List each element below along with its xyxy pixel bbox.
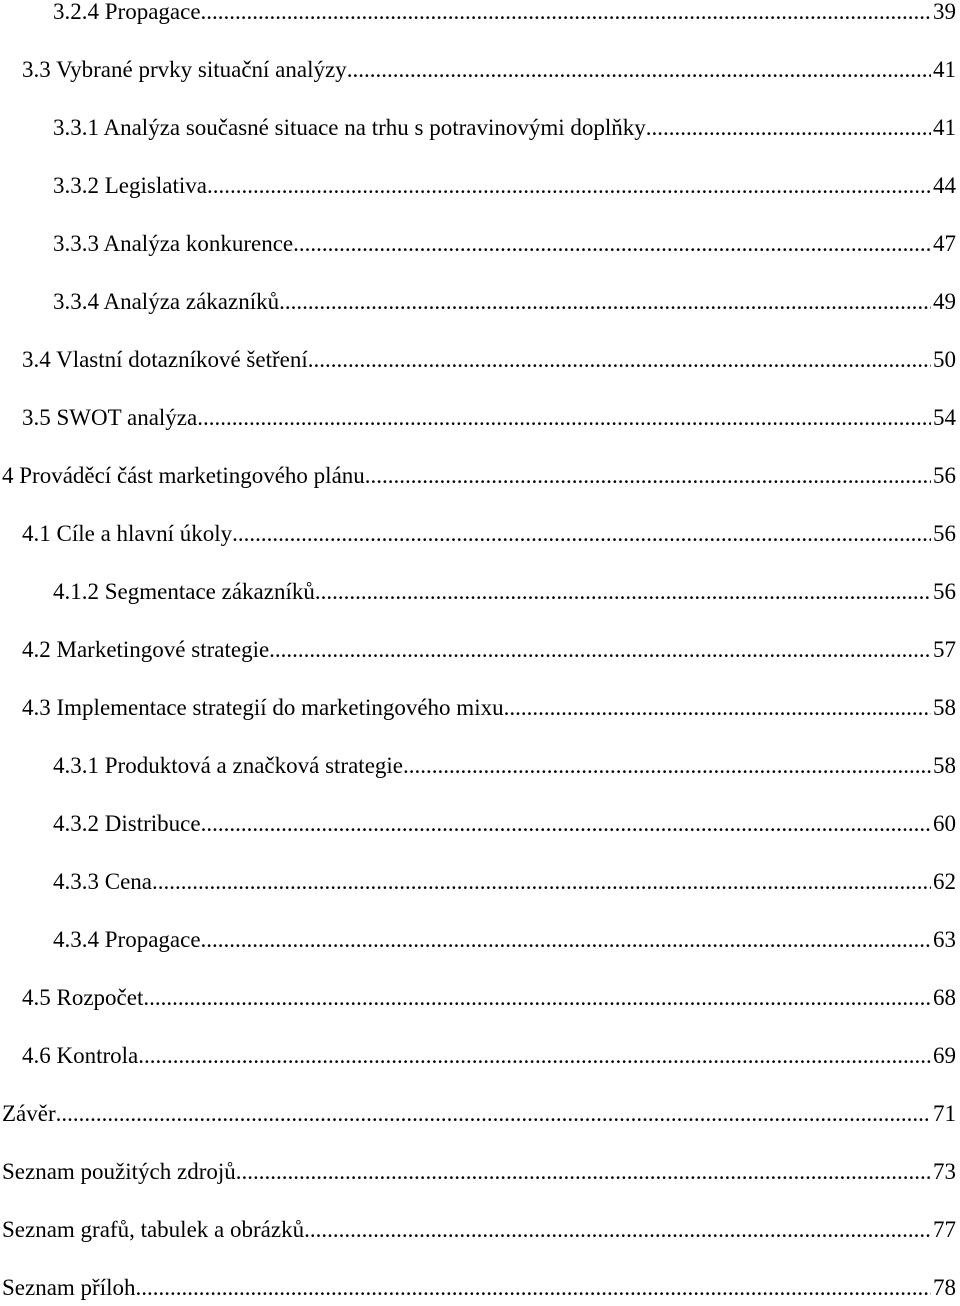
- toc-dot-leader: [293, 229, 931, 259]
- toc-entry-page: 77: [933, 1217, 956, 1242]
- toc-dot-leader: [207, 171, 931, 201]
- toc-entry[interactable]: [22, 983, 956, 1013]
- toc-entry-title: 4.1.2 Segmentace zákazníků: [53, 579, 315, 604]
- toc-entry[interactable]: [53, 751, 956, 781]
- toc-entry-page: 73: [933, 1159, 956, 1184]
- toc-entry-page: 56: [933, 463, 956, 488]
- toc-dot-leader: [201, 0, 931, 27]
- toc-entry-page: 57: [933, 637, 956, 662]
- toc-entry-page: 60: [933, 811, 956, 836]
- toc-entry[interactable]: [2, 1099, 956, 1129]
- toc-entry-page: 58: [933, 753, 956, 778]
- toc-dot-leader: [138, 1041, 931, 1071]
- toc-dot-leader: [201, 925, 931, 955]
- toc-dot-leader: [232, 519, 931, 549]
- toc-dot-leader: [269, 635, 931, 665]
- toc-entry[interactable]: [53, 925, 956, 955]
- toc-dot-leader: [308, 345, 931, 375]
- toc-entry-title: 3.3.1 Analýza současné situace na trhu s potravinovými doplňky: [53, 115, 646, 140]
- toc-entry-page: 62: [933, 869, 956, 894]
- toc-dot-leader: [403, 751, 931, 781]
- toc-dot-leader: [56, 1099, 931, 1129]
- toc-entry[interactable]: [2, 1273, 956, 1303]
- toc-entry-page: 56: [933, 521, 956, 546]
- toc-entry-title: 3.3 Vybrané prvky situační analýzy: [22, 57, 347, 82]
- toc-entry-title: Seznam příloh: [2, 1275, 136, 1300]
- toc-entry-title: 4.3 Implementace strategií do marketingového mixu: [22, 695, 504, 720]
- toc-entry-title: 3.4 Vlastní dotazníkové šetření: [22, 347, 308, 372]
- toc-dot-leader: [152, 867, 931, 897]
- toc-entry-page: 63: [933, 927, 956, 952]
- toc-entry-page: 56: [933, 579, 956, 604]
- toc-entry[interactable]: [53, 867, 956, 897]
- toc-dot-leader: [143, 983, 931, 1013]
- toc-entry-page: 54: [933, 405, 956, 430]
- toc-entry-title: 4.3.4 Propagace: [53, 927, 201, 952]
- toc-dot-leader: [136, 1273, 932, 1303]
- toc-entry[interactable]: [2, 1215, 956, 1245]
- toc-entry-page: 44: [933, 173, 956, 198]
- toc-entry-title: 3.3.2 Legislativa: [53, 173, 207, 198]
- toc-entry-title: Seznam použitých zdrojů: [2, 1159, 236, 1184]
- toc-entry-title: 4.3.1 Produktová a značková strategie: [53, 753, 403, 778]
- toc-entry-page: 47: [933, 231, 956, 256]
- toc-entry-page: 78: [933, 1275, 956, 1300]
- toc-entry[interactable]: [53, 229, 956, 259]
- toc-entry[interactable]: [53, 287, 956, 317]
- toc-entry-title: 3.3.3 Analýza konkurence: [53, 231, 294, 256]
- toc-entry[interactable]: [53, 113, 956, 143]
- toc-entry-title: 4 Prováděcí část marketingového plánu: [2, 463, 365, 488]
- toc-entry-title: 3.5 SWOT analýza: [22, 405, 198, 430]
- toc-entry-title: 4.2 Marketingové strategie: [22, 637, 270, 662]
- toc-dot-leader: [646, 113, 931, 143]
- toc-entry-title: 4.3.2 Distribuce: [53, 811, 201, 836]
- toc-dot-leader: [236, 1157, 931, 1187]
- toc-dot-leader: [201, 809, 931, 839]
- toc-entry-page: 58: [933, 695, 956, 720]
- toc-entry-title: 4.1 Cíle a hlavní úkoly: [22, 521, 233, 546]
- toc-dot-leader: [304, 1215, 931, 1245]
- toc-entry-page: 50: [933, 347, 956, 372]
- toc-dot-leader: [504, 693, 931, 723]
- toc-entry-title: Závěr: [2, 1101, 56, 1126]
- toc-entry-title: 4.5 Rozpočet: [22, 985, 144, 1010]
- toc-entry[interactable]: [53, 171, 956, 201]
- toc-entry[interactable]: [2, 461, 956, 491]
- toc-entry[interactable]: [53, 0, 956, 27]
- toc-entry[interactable]: [22, 1041, 956, 1071]
- toc-entry-page: 39: [933, 0, 956, 24]
- toc-entry-title: 4.6 Kontrola: [22, 1043, 139, 1068]
- toc-entry[interactable]: [22, 345, 956, 375]
- toc-entry-page: 71: [933, 1101, 956, 1126]
- toc-dot-leader: [347, 55, 931, 85]
- toc-entry[interactable]: [2, 1157, 956, 1187]
- toc-entry[interactable]: [22, 635, 956, 665]
- toc-dot-leader: [279, 287, 931, 317]
- toc-entry[interactable]: [22, 55, 956, 85]
- toc-entry-page: 68: [933, 985, 956, 1010]
- toc-entry-title: 3.2.4 Propagace: [53, 0, 201, 24]
- toc-entry-page: 49: [933, 289, 956, 314]
- toc-entry-page: 41: [933, 57, 956, 82]
- toc-dot-leader: [315, 577, 931, 607]
- toc-entry[interactable]: [53, 577, 956, 607]
- toc-entry[interactable]: [22, 519, 956, 549]
- toc-entry-page: 41: [933, 115, 956, 140]
- toc-entry[interactable]: [53, 809, 956, 839]
- toc-entry-title: 3.3.4 Analýza zákazníků: [53, 289, 280, 314]
- toc-dot-leader: [365, 461, 931, 491]
- toc-entry-title: Seznam grafů, tabulek a obrázků: [2, 1217, 305, 1242]
- toc-entry[interactable]: [22, 693, 956, 723]
- toc-entry-page: 69: [933, 1043, 956, 1068]
- toc-entry[interactable]: [22, 403, 956, 433]
- toc-dot-leader: [197, 403, 931, 433]
- toc-entry-title: 4.3.3 Cena: [53, 869, 153, 894]
